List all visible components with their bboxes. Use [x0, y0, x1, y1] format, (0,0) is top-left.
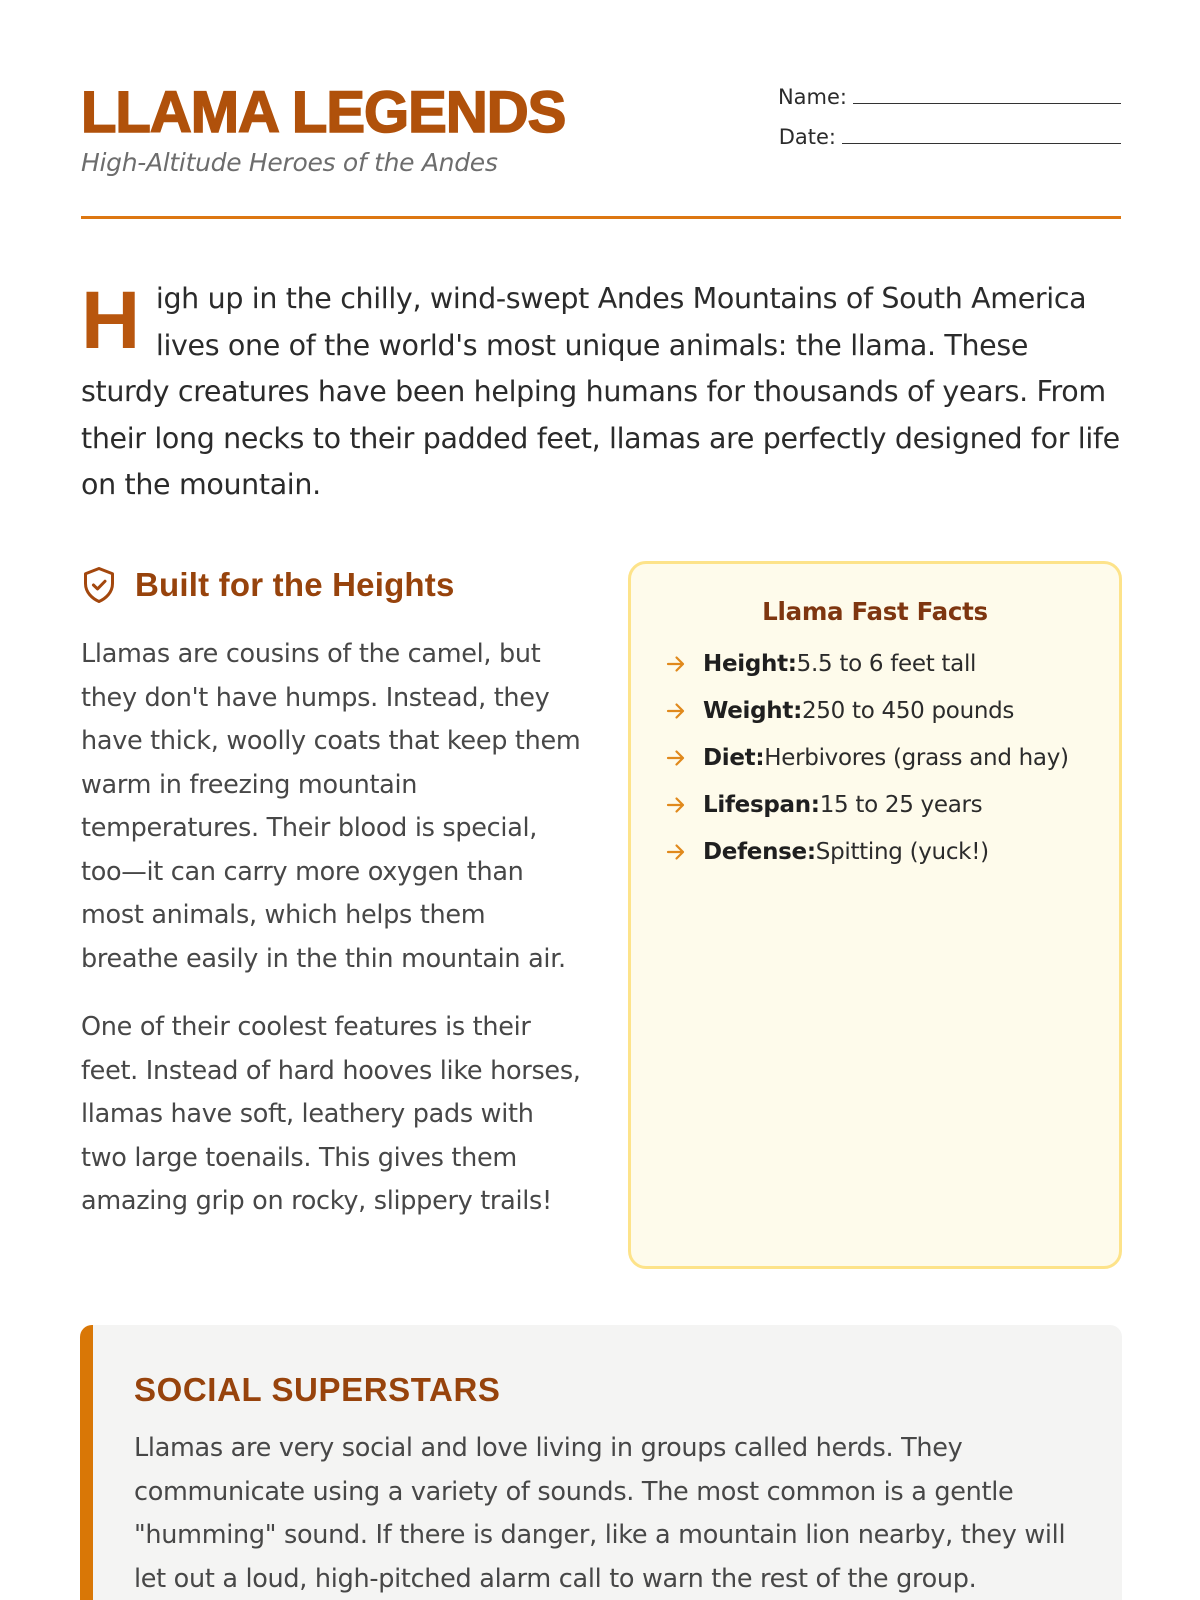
drop-cap: H [81, 275, 140, 366]
fact-value: 5.5 to 6 feet tall [796, 650, 977, 677]
date-label: Date: [778, 125, 836, 149]
social-superstars-panel [80, 1325, 1122, 1600]
fact-value: Herbivores (grass and hay) [764, 744, 1069, 771]
section-title: Built for the Heights [135, 566, 455, 603]
body-paragraph: One of their coolest features is their feet. Instead of hard hooves like horses, llamas have soft, leathery pads with two large toenails. This gives them amazing grip on rocky, slippery trails! [81, 1012, 581, 1216]
fast-facts-box [628, 561, 1122, 1269]
fact-item [665, 687, 1119, 734]
arrow-right-icon [665, 842, 687, 862]
arrow-right-icon [665, 654, 687, 674]
arrow-right-icon [665, 701, 687, 721]
fact-label: Diet: [703, 744, 765, 771]
section-built-for-heights [81, 560, 581, 1224]
arrow-right-icon [665, 795, 687, 815]
fact-item [665, 781, 1119, 828]
header-divider [81, 216, 1121, 219]
worksheet-header [81, 80, 1121, 220]
name-blank-line[interactable] [853, 84, 1121, 104]
fact-label: Height: [703, 650, 797, 677]
student-fields [761, 84, 1121, 164]
name-label: Name: [777, 85, 847, 109]
name-field[interactable] [761, 84, 1121, 124]
fact-item [665, 828, 1119, 875]
date-blank-line[interactable] [842, 124, 1121, 144]
section-heading [81, 560, 581, 610]
body-paragraph: Llamas are cousins of the camel, but they don't have humps. Instead, they have thick, woolly coats that keep them warm in freezing mountain temperatures. Their blood is special, too—it can carry more oxygen than most animals, which helps them breathe easily in the thin mountain air. [81, 639, 581, 974]
intro-paragraph [81, 276, 1121, 509]
fact-label: Weight: [703, 697, 802, 724]
fact-item [665, 640, 1119, 687]
fact-label: Lifespan: [703, 791, 820, 818]
intro-text: igh up in the chilly, wind-swept Andes Mountains of South America lives one of the world's most unique animals: the llama. These sturdy creatures have been helping humans for thousands of years. From their long necks to their padded feet, llamas are perfectly designed for life on the mountain. [81, 282, 1120, 501]
social-title: SOCIAL SUPERSTARS [134, 1371, 501, 1408]
fact-value: 250 to 450 pounds [801, 697, 1015, 724]
fast-facts-title: Llama Fast Facts [762, 597, 988, 626]
fast-facts-list [631, 640, 1119, 875]
fact-item [665, 734, 1119, 781]
page-subtitle: High-Altitude Heroes of the Andes [81, 148, 498, 177]
fact-value: Spitting (yuck!) [815, 838, 989, 865]
date-field[interactable] [761, 124, 1121, 164]
page-title: LLAMA LEGENDS [81, 80, 566, 145]
fact-value: 15 to 25 years [819, 791, 983, 818]
fact-label: Defense: [703, 838, 816, 865]
shield-check-icon [81, 565, 117, 605]
social-paragraph: Llamas are very social and love living in groups called herds. They communicate using a variety of sounds. The most common is a gentle "humming" sound. If there is danger, like a mountain lion nearby, they will let out a loud, high-pitched alarm call to warn the rest of the group. [134, 1433, 1066, 1594]
arrow-right-icon [665, 748, 687, 768]
